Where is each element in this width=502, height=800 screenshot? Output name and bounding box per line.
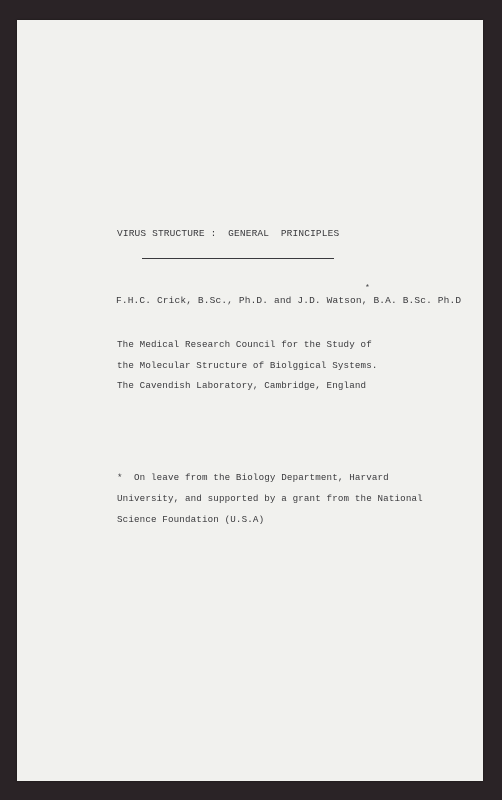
document-page: [17, 20, 483, 781]
footnote-line: Science Foundation (U.S.A): [117, 514, 265, 525]
affiliation-line: The Medical Research Council for the Study of: [117, 339, 372, 350]
author-footnote-mark: *: [365, 284, 370, 293]
affiliation-line: The Cavendish Laboratory, Cambridge, England: [117, 380, 367, 391]
author-line: F.H.C. Crick, B.Sc., Ph.D. and J.D. Watson, B.A. B.Sc. Ph.D: [116, 295, 462, 306]
affiliation-line: the Molecular Structure of Biolggical Systems.: [117, 360, 378, 371]
document-title: VIRUS STRUCTURE : GENERAL PRINCIPLES: [117, 228, 340, 239]
footnote-line: University, and supported by a grant from the National: [117, 493, 423, 504]
footnote-line: * On leave from the Biology Department, Harvard: [117, 472, 389, 483]
title-underline: [142, 258, 334, 259]
